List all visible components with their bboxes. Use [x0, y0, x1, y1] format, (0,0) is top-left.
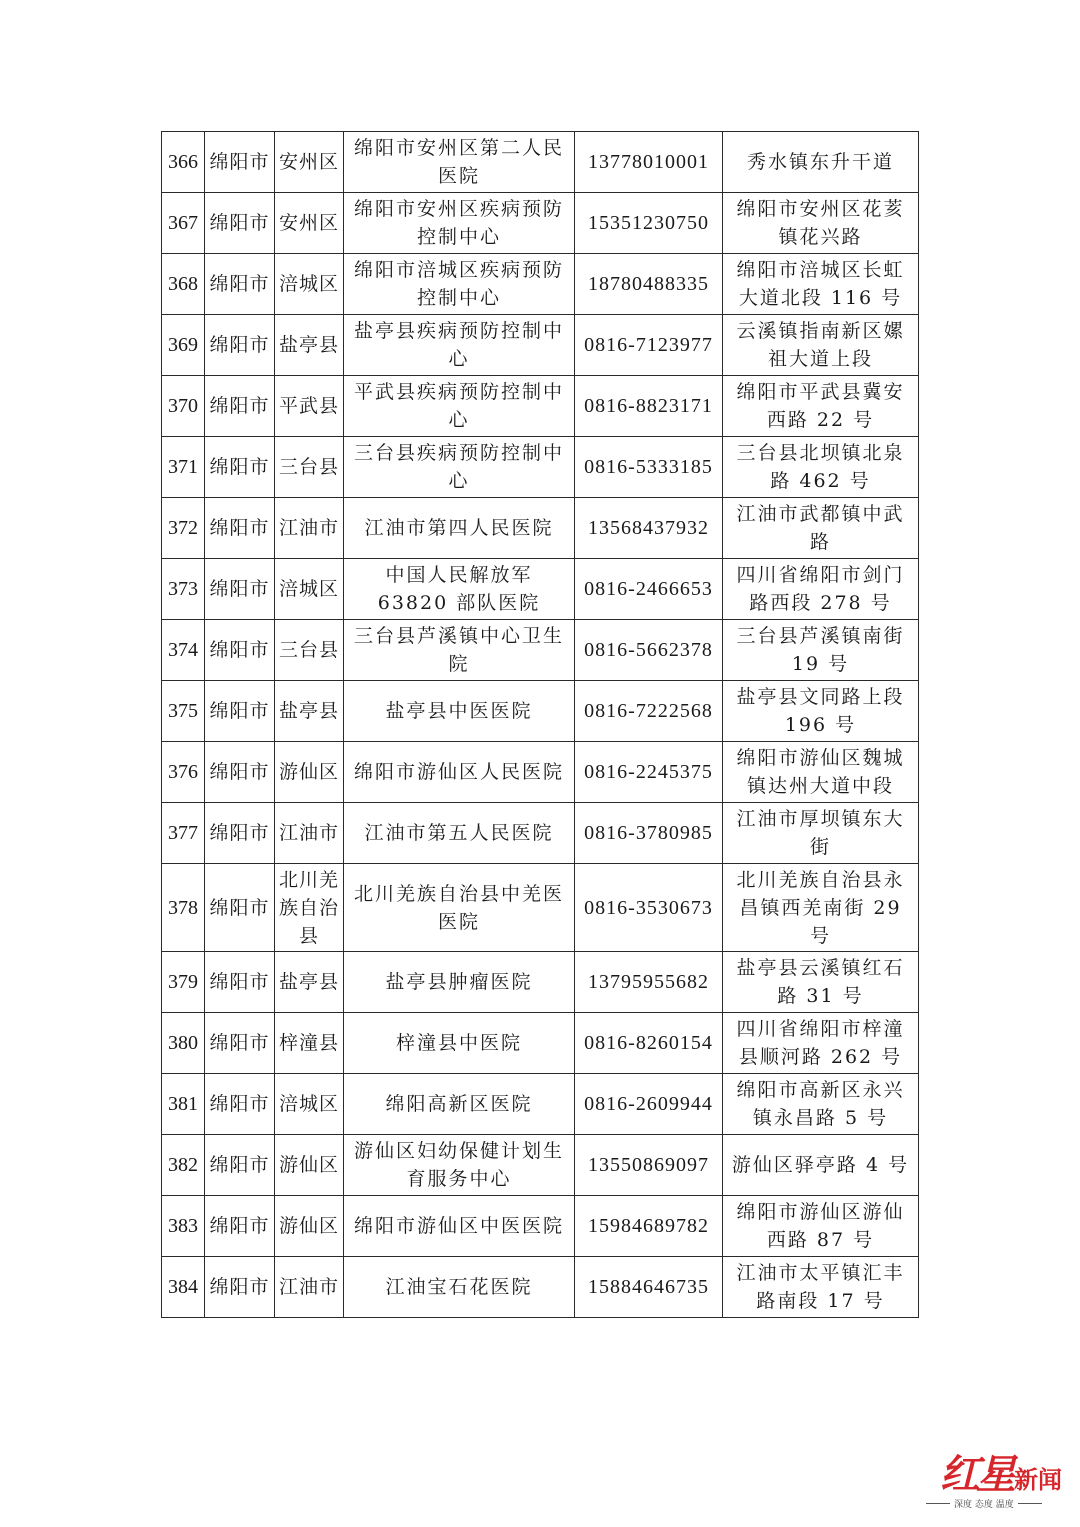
phone-cell: 0816-8823171 [575, 376, 723, 437]
row-number: 366 [162, 132, 205, 193]
institution-name-cell: 盐亭县肿瘤医院 [344, 952, 575, 1013]
address-cell: 绵阳市高新区永兴镇永昌路 5 号 [723, 1074, 919, 1135]
phone-cell: 0816-3780985 [575, 803, 723, 864]
district-cell: 涪城区 [275, 559, 344, 620]
address-cell: 盐亭县云溪镇红石路 31 号 [723, 952, 919, 1013]
table-row [162, 742, 919, 803]
institution-name-cell: 绵阳市安州区第二人民医院 [344, 132, 575, 193]
hongxing-news-watermark [940, 1451, 1070, 1517]
watermark-slogan: 深度 态度 温度 [954, 1500, 1014, 1510]
institution-name-cell: 绵阳高新区医院 [344, 1074, 575, 1135]
address-cell: 绵阳市游仙区游仙西路 87 号 [723, 1196, 919, 1257]
row-number: 371 [162, 437, 205, 498]
district-cell: 盐亭县 [275, 952, 344, 1013]
hospital-list-table [161, 131, 919, 1318]
institution-name-cell: 绵阳市涪城区疾病预防控制中心 [344, 254, 575, 315]
institution-name-cell: 三台县疾病预防控制中心 [344, 437, 575, 498]
table-row [162, 437, 919, 498]
row-number: 372 [162, 498, 205, 559]
city-cell: 绵阳市 [205, 315, 275, 376]
phone-cell: 0816-7222568 [575, 681, 723, 742]
address-cell: 四川省绵阳市剑门路西段 278 号 [723, 559, 919, 620]
address-cell: 江油市武都镇中武路 [723, 498, 919, 559]
row-number: 369 [162, 315, 205, 376]
district-cell: 游仙区 [275, 1135, 344, 1196]
table-row [162, 803, 919, 864]
district-cell: 游仙区 [275, 1196, 344, 1257]
institution-name-cell: 绵阳市安州区疾病预防控制中心 [344, 193, 575, 254]
table-row [162, 132, 919, 193]
phone-cell: 13550869097 [575, 1135, 723, 1196]
address-cell: 盐亭县文同路上段 196 号 [723, 681, 919, 742]
row-number: 368 [162, 254, 205, 315]
table-row [162, 620, 919, 681]
row-number: 373 [162, 559, 205, 620]
table-row [162, 193, 919, 254]
divider-line [926, 1503, 950, 1504]
table-row [162, 1196, 919, 1257]
phone-cell: 15984689782 [575, 1196, 723, 1257]
city-cell: 绵阳市 [205, 952, 275, 1013]
divider-line [1018, 1503, 1042, 1504]
address-cell: 云溪镇指南新区嫘祖大道上段 [723, 315, 919, 376]
district-cell: 盐亭县 [275, 315, 344, 376]
city-cell: 绵阳市 [205, 803, 275, 864]
city-cell: 绵阳市 [205, 376, 275, 437]
city-cell: 绵阳市 [205, 193, 275, 254]
address-cell: 秀水镇东升干道 [723, 132, 919, 193]
address-cell: 绵阳市涪城区长虹大道北段 116 号 [723, 254, 919, 315]
city-cell: 绵阳市 [205, 742, 275, 803]
institution-name-cell: 绵阳市游仙区中医医院 [344, 1196, 575, 1257]
district-cell: 安州区 [275, 132, 344, 193]
institution-name-cell: 盐亭县疾病预防控制中心 [344, 315, 575, 376]
table-row [162, 952, 919, 1013]
row-number: 377 [162, 803, 205, 864]
institution-name-cell: 绵阳市游仙区人民医院 [344, 742, 575, 803]
phone-cell: 0816-2609944 [575, 1074, 723, 1135]
district-cell: 江油市 [275, 1257, 344, 1318]
phone-cell: 15884646735 [575, 1257, 723, 1318]
phone-cell: 0816-2466653 [575, 559, 723, 620]
institution-name-cell: 三台县芦溪镇中心卫生院 [344, 620, 575, 681]
table-row [162, 864, 919, 952]
address-cell: 四川省绵阳市梓潼县顺河路 262 号 [723, 1013, 919, 1074]
city-cell: 绵阳市 [205, 1257, 275, 1318]
phone-cell: 18780488335 [575, 254, 723, 315]
table-row [162, 315, 919, 376]
table-row [162, 254, 919, 315]
district-cell: 安州区 [275, 193, 344, 254]
phone-cell: 15351230750 [575, 193, 723, 254]
district-cell: 平武县 [275, 376, 344, 437]
row-number: 374 [162, 620, 205, 681]
address-cell: 游仙区驿亭路 4 号 [723, 1135, 919, 1196]
phone-cell: 0816-7123977 [575, 315, 723, 376]
city-cell: 绵阳市 [205, 864, 275, 952]
phone-cell: 13778010001 [575, 132, 723, 193]
row-number: 376 [162, 742, 205, 803]
table-row [162, 559, 919, 620]
table-row [162, 1135, 919, 1196]
institution-name-cell: 江油宝石花医院 [344, 1257, 575, 1318]
row-number: 382 [162, 1135, 205, 1196]
row-number: 375 [162, 681, 205, 742]
city-cell: 绵阳市 [205, 1196, 275, 1257]
district-cell: 梓潼县 [275, 1013, 344, 1074]
row-number: 384 [162, 1257, 205, 1318]
district-cell: 北川羌族自治县 [275, 864, 344, 952]
phone-cell: 0816-2245375 [575, 742, 723, 803]
address-cell: 绵阳市安州区花荄镇花兴路 [723, 193, 919, 254]
watermark-logo [940, 1451, 1070, 1498]
city-cell: 绵阳市 [205, 620, 275, 681]
row-number: 367 [162, 193, 205, 254]
table-row [162, 1013, 919, 1074]
address-cell: 江油市厚坝镇东大街 [723, 803, 919, 864]
institution-name-cell: 江油市第四人民医院 [344, 498, 575, 559]
city-cell: 绵阳市 [205, 254, 275, 315]
institution-name-cell: 梓潼县中医院 [344, 1013, 575, 1074]
phone-cell: 0816-5662378 [575, 620, 723, 681]
institution-name-cell: 北川羌族自治县中羌医医院 [344, 864, 575, 952]
watermark-slogan-row [926, 1497, 1070, 1510]
district-cell: 江油市 [275, 803, 344, 864]
city-cell: 绵阳市 [205, 132, 275, 193]
district-cell: 三台县 [275, 437, 344, 498]
city-cell: 绵阳市 [205, 559, 275, 620]
logo-red-characters: 红星 [940, 1451, 1012, 1498]
phone-cell: 0816-8260154 [575, 1013, 723, 1074]
row-number: 378 [162, 864, 205, 952]
city-cell: 绵阳市 [205, 1013, 275, 1074]
institution-name-cell: 游仙区妇幼保健计划生育服务中心 [344, 1135, 575, 1196]
logo-text: 新闻 [1014, 1465, 1062, 1494]
city-cell: 绵阳市 [205, 498, 275, 559]
address-cell: 江油市太平镇汇丰路南段 17 号 [723, 1257, 919, 1318]
district-cell: 游仙区 [275, 742, 344, 803]
table-row [162, 1257, 919, 1318]
district-cell: 涪城区 [275, 1074, 344, 1135]
phone-cell: 13795955682 [575, 952, 723, 1013]
institution-name-cell: 盐亭县中医医院 [344, 681, 575, 742]
institution-name-cell: 平武县疾病预防控制中心 [344, 376, 575, 437]
row-number: 370 [162, 376, 205, 437]
phone-cell: 0816-3530673 [575, 864, 723, 952]
city-cell: 绵阳市 [205, 1074, 275, 1135]
table-row [162, 1074, 919, 1135]
row-number: 381 [162, 1074, 205, 1135]
city-cell: 绵阳市 [205, 681, 275, 742]
phone-cell: 0816-5333185 [575, 437, 723, 498]
table-row [162, 498, 919, 559]
row-number: 383 [162, 1196, 205, 1257]
address-cell: 北川羌族自治县永昌镇西羌南街 29 号 [723, 864, 919, 952]
address-cell: 绵阳市平武县冀安西路 22 号 [723, 376, 919, 437]
row-number: 379 [162, 952, 205, 1013]
phone-cell: 13568437932 [575, 498, 723, 559]
district-cell: 涪城区 [275, 254, 344, 315]
city-cell: 绵阳市 [205, 437, 275, 498]
table-row [162, 681, 919, 742]
district-cell: 三台县 [275, 620, 344, 681]
row-number: 380 [162, 1013, 205, 1074]
institution-name-cell: 江油市第五人民医院 [344, 803, 575, 864]
institution-name-cell: 中国人民解放军 63820 部队医院 [344, 559, 575, 620]
address-cell: 三台县芦溪镇南街 19 号 [723, 620, 919, 681]
table-row [162, 376, 919, 437]
address-cell: 三台县北坝镇北泉路 462 号 [723, 437, 919, 498]
district-cell: 盐亭县 [275, 681, 344, 742]
city-cell: 绵阳市 [205, 1135, 275, 1196]
address-cell: 绵阳市游仙区魏城镇达州大道中段 [723, 742, 919, 803]
district-cell: 江油市 [275, 498, 344, 559]
